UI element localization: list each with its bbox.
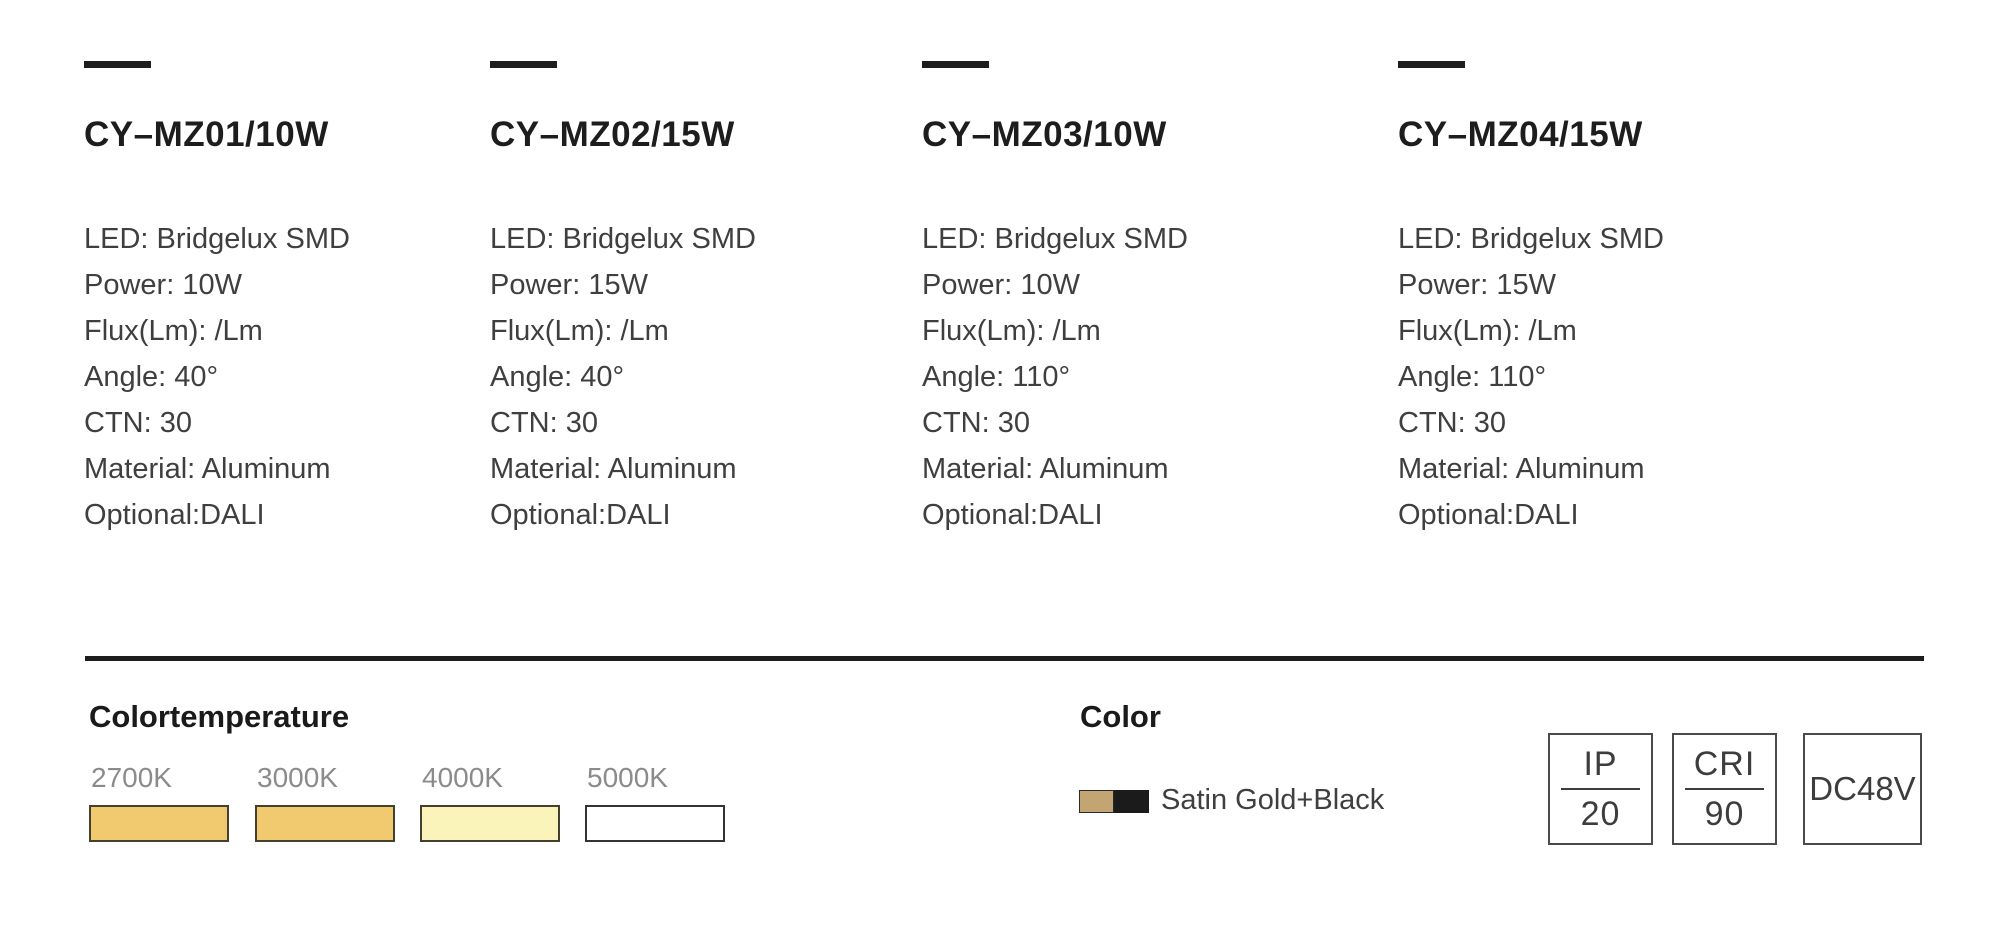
spec-line: Material: Aluminum: [490, 453, 737, 485]
spec-list: [490, 216, 756, 538]
spec-line: Material: Aluminum: [84, 453, 331, 485]
accent-bar: [490, 61, 557, 68]
spec-list: [84, 216, 350, 538]
colortemperature-heading: Colortemperature: [89, 699, 350, 734]
spec-line: Power: 15W: [1398, 269, 1556, 301]
badge-voltage: [1803, 733, 1922, 845]
temp-option-3000k: [255, 762, 395, 842]
spec-line: Power: 10W: [922, 269, 1080, 301]
color-label: Satin Gold+Black: [1161, 784, 1385, 816]
product-card-mz04: [1398, 61, 1728, 531]
spec-line: Flux(Lm): /Lm: [84, 315, 263, 347]
product-model: CY–MZ02/15W: [490, 115, 735, 154]
spec-line: Flux(Lm): /Lm: [490, 315, 669, 347]
spec-line: Angle: 40°: [490, 361, 625, 393]
spec-line: CTN: 30: [84, 407, 192, 439]
temp-swatch-5000k: [585, 805, 725, 842]
badge-top-label: IP: [1583, 745, 1618, 783]
accent-bar: [84, 61, 151, 68]
spec-line: Material: Aluminum: [922, 453, 1169, 485]
temp-swatch-4000k: [420, 805, 560, 842]
temp-swatch-3000k: [255, 805, 395, 842]
accent-bar: [922, 61, 989, 68]
badge-ip-rating: [1548, 733, 1653, 845]
color-swatch-satin-gold: [1079, 790, 1114, 813]
spec-list: [922, 216, 1188, 538]
spec-line: LED: Bridgelux SMD: [84, 223, 350, 255]
badge-divider: [1561, 788, 1640, 790]
spec-line: LED: Bridgelux SMD: [490, 223, 756, 255]
spec-line: Angle: 40°: [84, 361, 219, 393]
spec-line: Optional:DALI: [922, 499, 1103, 531]
spec-line: Flux(Lm): /Lm: [1398, 315, 1577, 347]
temp-label: 4000K: [422, 762, 503, 793]
temp-label: 2700K: [91, 762, 172, 793]
color-swatch-black: [1114, 790, 1149, 813]
temp-swatch-2700k: [89, 805, 229, 842]
spec-line: Flux(Lm): /Lm: [922, 315, 1101, 347]
spec-line: Power: 15W: [490, 269, 648, 301]
temp-label: 5000K: [587, 762, 668, 793]
badge-divider: [1685, 788, 1764, 790]
product-model: CY–MZ03/10W: [922, 115, 1167, 154]
badge-top-label: CRI: [1693, 745, 1756, 783]
spec-line: CTN: 30: [490, 407, 598, 439]
spec-line: Angle: 110°: [922, 361, 1071, 393]
product-model: CY–MZ01/10W: [84, 115, 329, 154]
spec-line: Optional:DALI: [84, 499, 265, 531]
spec-line: Optional:DALI: [1398, 499, 1579, 531]
color-swatch: [1079, 790, 1149, 813]
spec-line: CTN: 30: [1398, 407, 1506, 439]
product-model: CY–MZ04/15W: [1398, 115, 1643, 154]
temp-option-4000k: [420, 762, 560, 842]
temp-option-5000k: [585, 762, 725, 842]
badge-bottom-label: 20: [1580, 795, 1621, 833]
spec-line: CTN: 30: [922, 407, 1030, 439]
spec-line: LED: Bridgelux SMD: [922, 223, 1188, 255]
spec-line: LED: Bridgelux SMD: [1398, 223, 1664, 255]
spec-list: [1398, 216, 1664, 538]
spec-line: Material: Aluminum: [1398, 453, 1645, 485]
product-card-mz03: [922, 61, 1252, 531]
spec-line: Optional:DALI: [490, 499, 671, 531]
color-heading: Color: [1080, 699, 1161, 734]
section-divider: [85, 656, 1924, 661]
product-card-mz01: [84, 61, 414, 531]
accent-bar: [1398, 61, 1465, 68]
badge-text: DC48V: [1809, 770, 1916, 807]
spec-line: Angle: 110°: [1398, 361, 1547, 393]
product-card-mz02: [490, 61, 820, 531]
badge-cri-rating: [1672, 733, 1777, 845]
temp-label: 3000K: [257, 762, 338, 793]
temp-option-2700k: [89, 762, 229, 842]
badge-bottom-label: 90: [1704, 795, 1745, 833]
spec-line: Power: 10W: [84, 269, 242, 301]
